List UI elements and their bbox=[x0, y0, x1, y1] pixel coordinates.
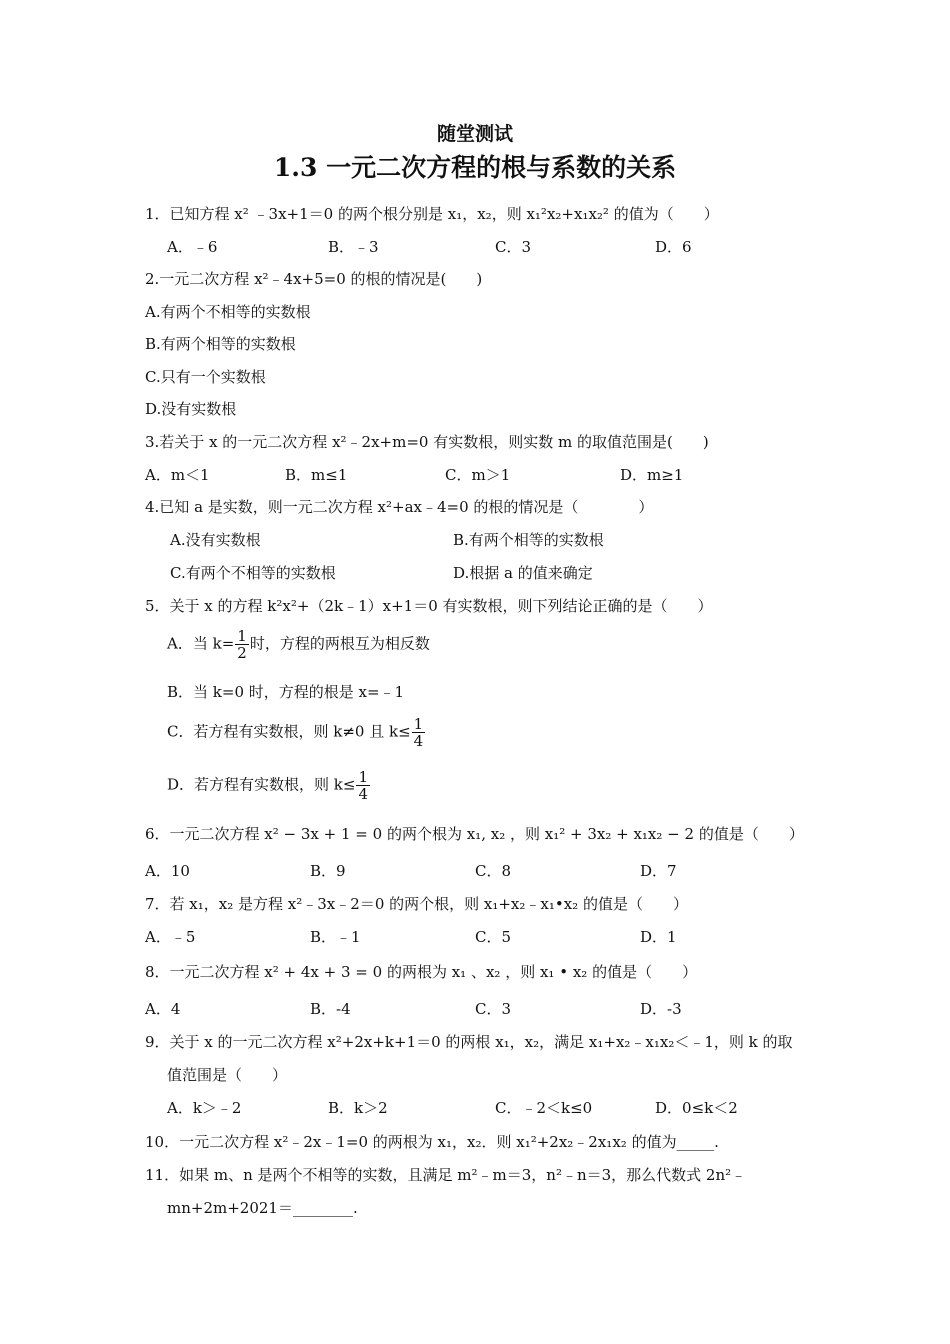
question-10-stem: 10．一元二次方程 x²﹣2x﹣1=0 的两根为 x₁，x₂．则 x₁²+2x₂﹣2x₁x₂ 的值为_____. bbox=[145, 1133, 719, 1151]
fraction-numerator: 1 bbox=[358, 768, 369, 786]
fraction-denominator: 4 bbox=[413, 732, 424, 750]
q8-option-c: C．3 bbox=[475, 1000, 512, 1018]
q7-option-a: A．﹣5 bbox=[145, 928, 196, 946]
q4-option-a: A.没有实数根 bbox=[170, 531, 261, 549]
q5-option-c bbox=[167, 716, 426, 749]
q5-option-b: B．当 k=0 时，方程的根是 x=﹣1 bbox=[167, 683, 405, 701]
fraction-numerator: 1 bbox=[413, 715, 424, 733]
q5-option-d bbox=[167, 769, 371, 802]
q5-option-c-prefix: C．若方程有实数根，则 k≠0 且 k≤ bbox=[167, 722, 411, 741]
question-11-stem-line1: 11．如果 m、n 是两个不相等的实数，且满足 m²﹣m＝3，n²﹣n＝3，那么代数式 2n²﹣ bbox=[145, 1166, 747, 1184]
q3-option-a: A．m＜1 bbox=[145, 466, 210, 484]
q9-option-c: C．﹣2＜k≤0 bbox=[495, 1099, 593, 1117]
q9-option-b: B．k＞2 bbox=[328, 1099, 388, 1117]
question-8-stem: 8．一元二次方程 x² + 4x + 3 = 0 的两根为 x₁ 、x₂ ，则 x₁ • x₂ 的值是（ ） bbox=[145, 963, 698, 981]
q6-option-b: B．9 bbox=[310, 862, 346, 880]
question-3-stem: 3.若关于 x 的一元二次方程 x²﹣2x+m=0 有实数根，则实数 m 的取值范围是( ) bbox=[145, 433, 709, 451]
q1-option-b: B．﹣3 bbox=[328, 238, 379, 256]
question-11-stem-line2: mn+2m+2021＝________. bbox=[167, 1199, 358, 1217]
q5-option-a bbox=[167, 628, 430, 661]
fraction-one-quarter bbox=[412, 716, 426, 749]
q2-option-d: D.没有实数根 bbox=[145, 400, 237, 418]
q3-option-d: D．m≥1 bbox=[620, 466, 684, 484]
q7-option-c: C．5 bbox=[475, 928, 512, 946]
q3-option-c: C．m＞1 bbox=[445, 466, 511, 484]
question-7-stem: 7．若 x₁，x₂ 是方程 x²﹣3x﹣2＝0 的两个根，则 x₁+x₂﹣x₁•x₂ 的值是（ ） bbox=[145, 895, 688, 913]
q8-option-d: D．-3 bbox=[640, 1000, 682, 1018]
question-1-stem: 1．已知方程 x² ﹣3x+1＝0 的两个根分别是 x₁，x₂，则 x₁²x₂+x₁x₂² 的值为（ ） bbox=[145, 205, 719, 223]
q7-option-d: D．1 bbox=[640, 928, 677, 946]
q5-option-d-prefix: D．若方程有实数根，则 k≤ bbox=[167, 775, 356, 794]
question-9-stem-line1: 9．关于 x 的一元二次方程 x²+2x+k+1＝0 的两根 x₁，x₂，满足 x₁+x₂﹣x₁x₂＜﹣1，则 k 的取 bbox=[145, 1033, 793, 1051]
page-subtitle: 1.3 一元二次方程的根与系数的关系 bbox=[273, 153, 677, 182]
q1-option-c: C．3 bbox=[495, 238, 532, 256]
q6-option-d: D．7 bbox=[640, 862, 677, 880]
q2-option-a: A.有两个不相等的实数根 bbox=[145, 303, 311, 321]
q6-option-a: A．10 bbox=[145, 862, 190, 880]
fraction-one-quarter bbox=[356, 769, 370, 802]
q4-option-c: C.有两个不相等的实数根 bbox=[170, 564, 336, 582]
question-9-stem-line2: 值范围是（ ） bbox=[167, 1066, 288, 1084]
q8-option-a: A．4 bbox=[145, 1000, 181, 1018]
question-5-stem: 5．关于 x 的方程 k²x²+（2k﹣1）x+1＝0 有实数根，则下列结论正确的是（ ） bbox=[145, 597, 713, 615]
q4-option-b: B.有两个相等的实数根 bbox=[453, 531, 604, 549]
q2-option-c: C.只有一个实数根 bbox=[145, 368, 266, 386]
question-2-stem: 2.一元二次方程 x²﹣4x+5=0 的根的情况是( ) bbox=[145, 270, 483, 288]
q9-option-d: D．0≤k＜2 bbox=[655, 1099, 738, 1117]
q9-option-a: A．k＞﹣2 bbox=[167, 1099, 242, 1117]
fraction-denominator: 4 bbox=[358, 785, 369, 803]
q5-option-a-suffix: 时，方程的两根互为相反数 bbox=[249, 634, 430, 653]
q1-option-a: A．﹣6 bbox=[167, 238, 218, 256]
q6-option-c: C．8 bbox=[475, 862, 512, 880]
q1-option-d: D．6 bbox=[655, 238, 692, 256]
q8-option-b: B．-4 bbox=[310, 1000, 351, 1018]
q2-option-b: B.有两个相等的实数根 bbox=[145, 335, 296, 353]
page-title: 随堂测试 bbox=[436, 123, 513, 145]
q3-option-b: B．m≤1 bbox=[285, 466, 348, 484]
q7-option-b: B．﹣1 bbox=[310, 928, 361, 946]
q4-option-d: D.根据 a 的值来确定 bbox=[453, 564, 593, 582]
question-6-stem: 6．一元二次方程 x² − 3x + 1 = 0 的两个根为 x₁, x₂ ，则 x₁² + 3x₂ + x₁x₂ − 2 的值是（ ） bbox=[145, 825, 804, 843]
fraction-one-half bbox=[235, 628, 249, 661]
fraction-denominator: 2 bbox=[237, 644, 247, 662]
question-4-stem: 4.已知 a 是实数，则一元二次方程 x²+ax﹣4=0 的根的情况是（ ） bbox=[145, 498, 654, 516]
q5-option-a-prefix: A．当 k= bbox=[167, 634, 235, 653]
fraction-numerator: 1 bbox=[237, 627, 247, 645]
